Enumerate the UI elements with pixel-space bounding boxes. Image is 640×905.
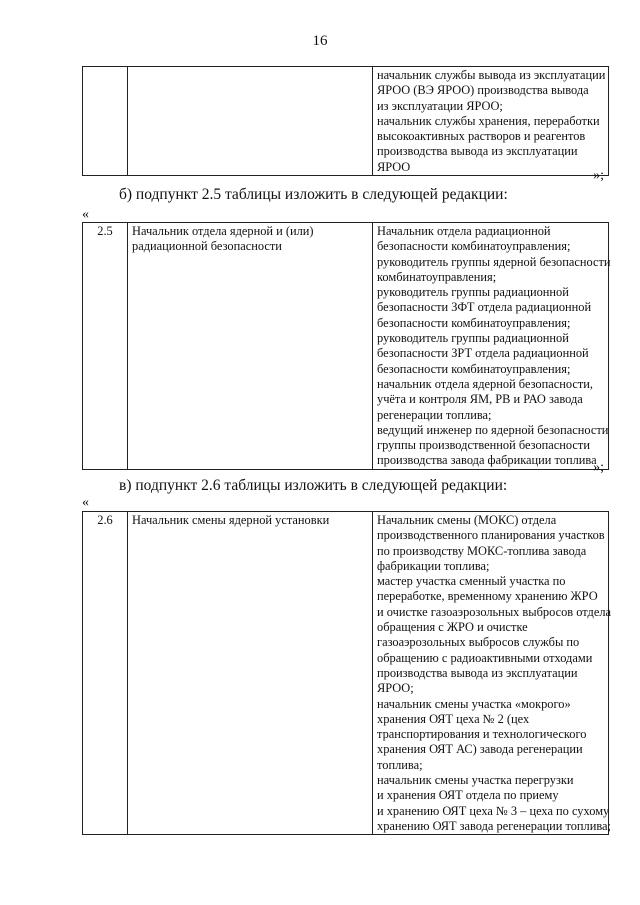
table-row [83,512,609,835]
cell-line: ЯРОО; [377,681,414,696]
position-cell [128,223,373,470]
section-heading-v: в) подпункт 2.6 таблицы изложить в следующей редакции: [119,477,508,494]
item-number-cell: 2.5 [83,223,128,470]
table-row [83,223,609,470]
cell-line: фабрикации топлива; [377,558,490,573]
cell-line: регенерации топлива; [377,407,492,422]
cell-line: высокоактивных растворов и реагентов [377,129,586,144]
position-cell [128,67,373,176]
responsible-persons-cell [373,67,609,176]
item-number-cell: 2.6 [83,512,128,835]
cell-line: Начальник смены ядерной установки [132,513,330,527]
cell-line: начальник службы хранения, переработки [377,113,600,128]
cell-line: хранению ОЯТ завода регенерации топлива; [377,818,611,833]
cell-line: хранения ОЯТ цеха № 2 (цех [377,711,530,726]
cell-line: ЯРОО [377,159,411,174]
cell-line: производства вывода из эксплуатации [377,665,578,680]
cell-line: безопасности ЗФТ отдела радиационной [377,300,592,315]
cell-line: обращению с радиоактивными отходами [377,650,593,665]
closing-quote: »; [593,460,604,475]
cell-line: руководитель группы ядерной безопасности [377,254,611,269]
section-heading-b: б) подпункт 2.5 таблицы изложить в следующей редакции: [119,186,508,203]
cell-line: производственного планирования участков [377,528,605,543]
cell-line: безопасности комбинатоуправления; [377,361,571,376]
cell-line: начальник смены участка «мокрого» [377,696,571,711]
responsible-persons-cell [373,512,612,835]
cell-line: радиационной безопасности [132,239,282,254]
cell-line: безопасности комбинатоуправления; [377,315,571,330]
cell-line: газоаэрозольных выбросов службы по [377,635,580,650]
page-number: 16 [312,33,328,49]
cell-line: ведущий инженер по ядерной безопасности [377,422,609,437]
cell-line: производства завода фабрикации топлива [377,453,597,468]
opening-quote: « [82,495,89,510]
cell-line: и хранению ОЯТ цеха № 3 – цеха по сухому [377,803,610,818]
cell-line: безопасности ЗРТ отдела радиационной [377,346,589,361]
cell-line: руководитель группы радиационной [377,285,569,300]
responsible-persons-cell [373,223,609,470]
cell-line: руководитель группы радиационной [377,331,569,346]
cell-line: комбинатоуправления; [377,269,497,284]
item-number-cell [83,67,128,176]
table-continuation [82,66,609,176]
cell-line: обращения с ЖРО и очистке [377,620,528,635]
cell-line: безопасности комбинатоуправления; [377,239,571,254]
cell-line: начальник службы вывода из эксплуатации [377,68,606,82]
closing-quote: »; [593,168,604,183]
table-item-2-5 [82,222,609,470]
cell-line: ЯРОО (ВЭ ЯРОО) производства вывода [377,83,589,98]
cell-line: Начальник отдела радиационной [377,224,551,238]
position-cell [128,512,373,835]
cell-line: переработке, временному хранению ЖРО [377,589,598,604]
cell-line: мастер участка сменный участка по [377,574,566,589]
cell-line: группы производственной безопасности [377,438,590,453]
cell-line: и хранения ОЯТ отдела по приему [377,788,559,803]
cell-line: хранения ОЯТ АС) завода регенерации [377,742,583,757]
table-row [83,67,609,176]
cell-line: топлива; [377,757,423,772]
cell-line: Начальник отдела ядерной и (или) [132,224,314,238]
cell-line: производства вывода из эксплуатации [377,144,578,159]
cell-line: учёта и контроля ЯМ, РВ и РАО завода [377,392,583,407]
table-item-2-6 [82,511,612,835]
cell-line: начальник отдела ядерной безопасности, [377,376,594,391]
cell-line: транспортирования и технологического [377,727,587,742]
cell-line: и очистке газоаэрозольных выбросов отдела [377,604,612,619]
opening-quote: « [82,207,89,222]
cell-line: по производству МОКС-топлива завода [377,543,587,558]
cell-line: начальник смены участка перегрузки [377,773,574,788]
cell-line: Начальник смены (МОКС) отдела [377,513,557,527]
cell-line: из эксплуатации ЯРОО; [377,98,503,113]
